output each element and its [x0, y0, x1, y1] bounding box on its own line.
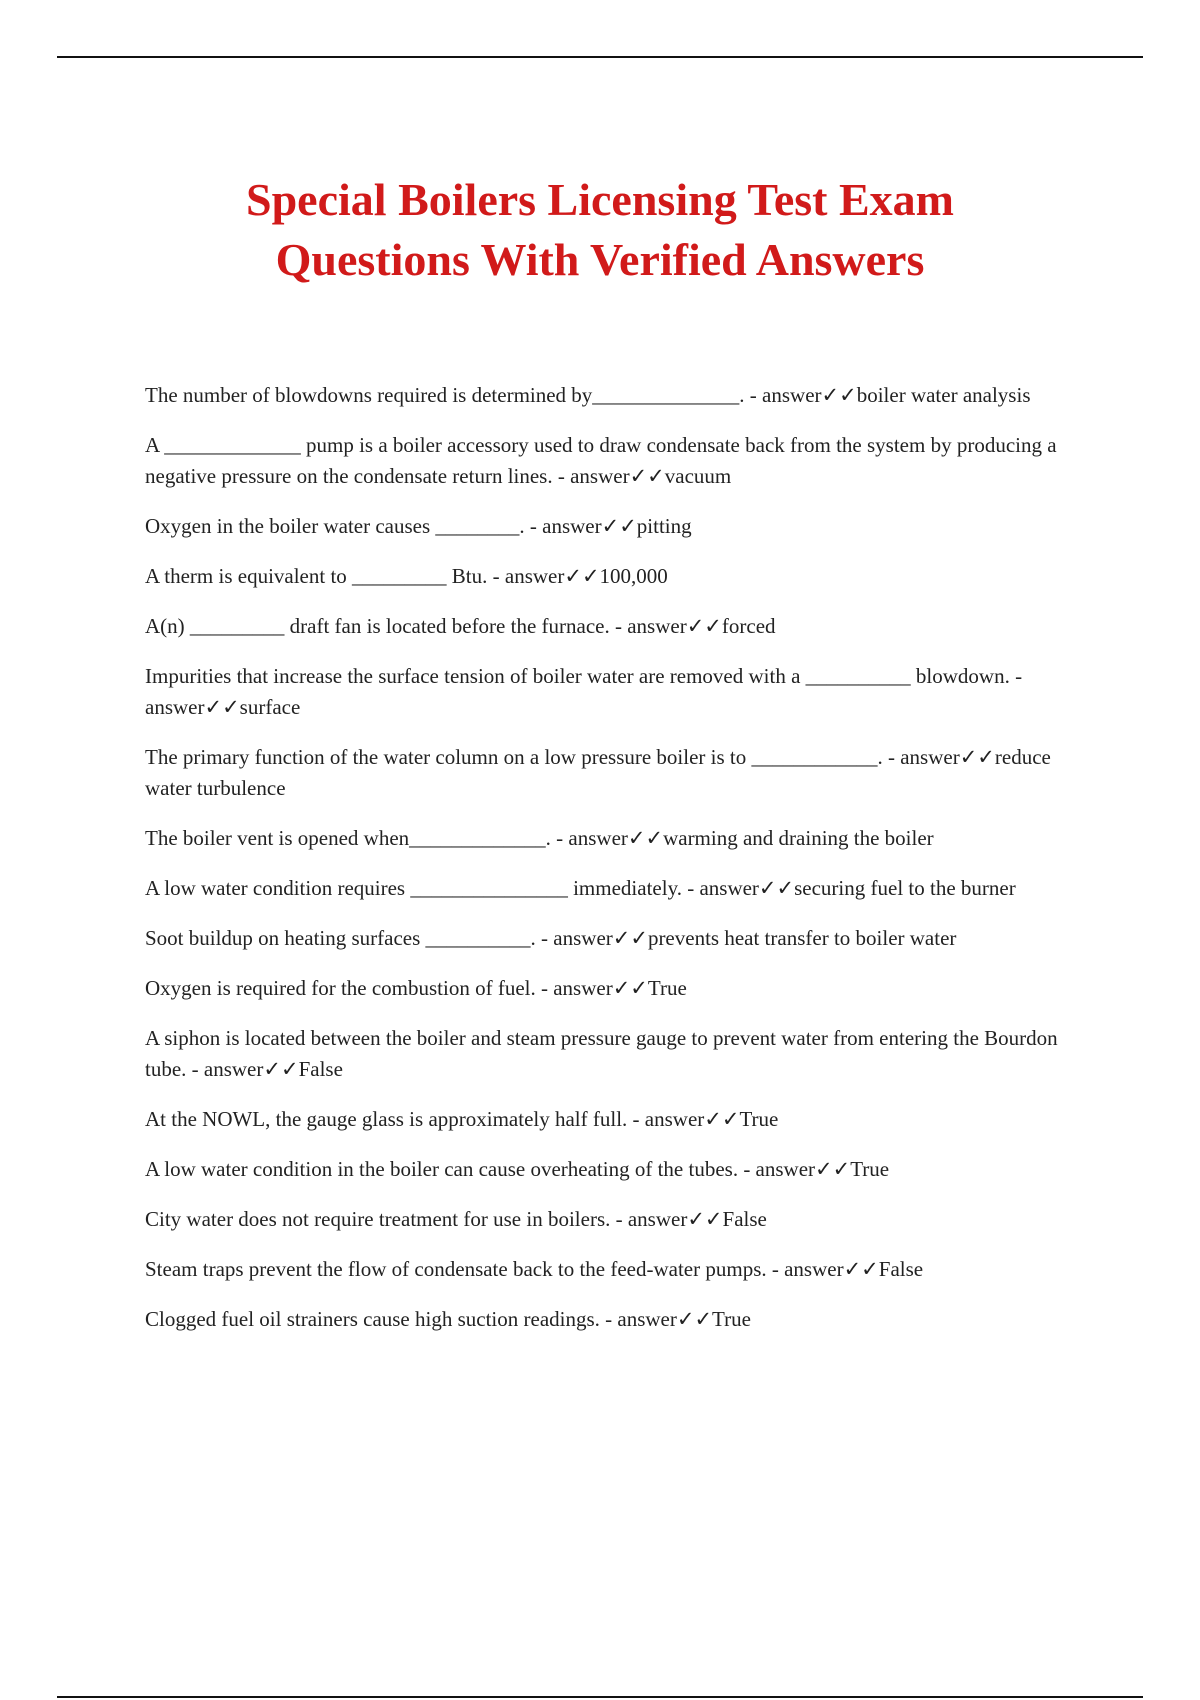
- qa-item: Soot buildup on heating surfaces __________. - answer✓✓prevents heat transfer to boiler water: [145, 926, 957, 950]
- question-answer-list: [145, 380, 1080, 1354]
- document-title: [100, 170, 1100, 290]
- top-rule: [57, 56, 1143, 58]
- qa-item: Oxygen in the boiler water causes ________. - answer✓✓pitting: [145, 514, 692, 538]
- qa-item: A(n) _________ draft fan is located before the furnace. - answer✓✓forced: [145, 614, 776, 638]
- qa-item: Clogged fuel oil strainers cause high suction readings. - answer✓✓True: [145, 1307, 751, 1331]
- qa-item: A _____________ pump is a boiler accessory used to draw condensate back from the system by producing a negative pressure on the condensate return lines. - answer✓✓vacuum: [145, 433, 1057, 488]
- qa-item: The boiler vent is opened when_____________. - answer✓✓warming and draining the boiler: [145, 826, 934, 850]
- qa-item: City water does not require treatment for use in boilers. - answer✓✓False: [145, 1207, 767, 1231]
- qa-item: Impurities that increase the surface tension of boiler water are removed with a __________ blowdown. - answer✓✓surface: [145, 664, 1023, 719]
- qa-item: A low water condition in the boiler can cause overheating of the tubes. - answer✓✓True: [145, 1157, 890, 1181]
- qa-item: A siphon is located between the boiler and steam pressure gauge to prevent water from entering the Bourdon tube. - answer✓✓False: [145, 1026, 1058, 1081]
- qa-item: The number of blowdowns required is determined by______________. - answer✓✓boiler water analysis: [145, 383, 1031, 407]
- qa-item: A low water condition requires _______________ immediately. - answer✓✓securing fuel to the burner: [145, 876, 1016, 900]
- title-line-1: Special Boilers Licensing Test Exam: [246, 174, 954, 225]
- qa-item: Oxygen is required for the combustion of fuel. - answer✓✓True: [145, 976, 687, 1000]
- qa-item: The primary function of the water column on a low pressure boiler is to ____________. - answer✓✓reduce water turbulence: [145, 745, 1051, 800]
- title-line-2: Questions With Verified Answers: [275, 234, 925, 285]
- qa-item: At the NOWL, the gauge glass is approximately half full. - answer✓✓True: [145, 1107, 779, 1131]
- bottom-rule: [57, 1696, 1143, 1698]
- qa-item: Steam traps prevent the flow of condensate back to the feed-water pumps. - answer✓✓False: [145, 1257, 924, 1281]
- qa-item: A therm is equivalent to _________ Btu. - answer✓✓100,000: [145, 564, 668, 588]
